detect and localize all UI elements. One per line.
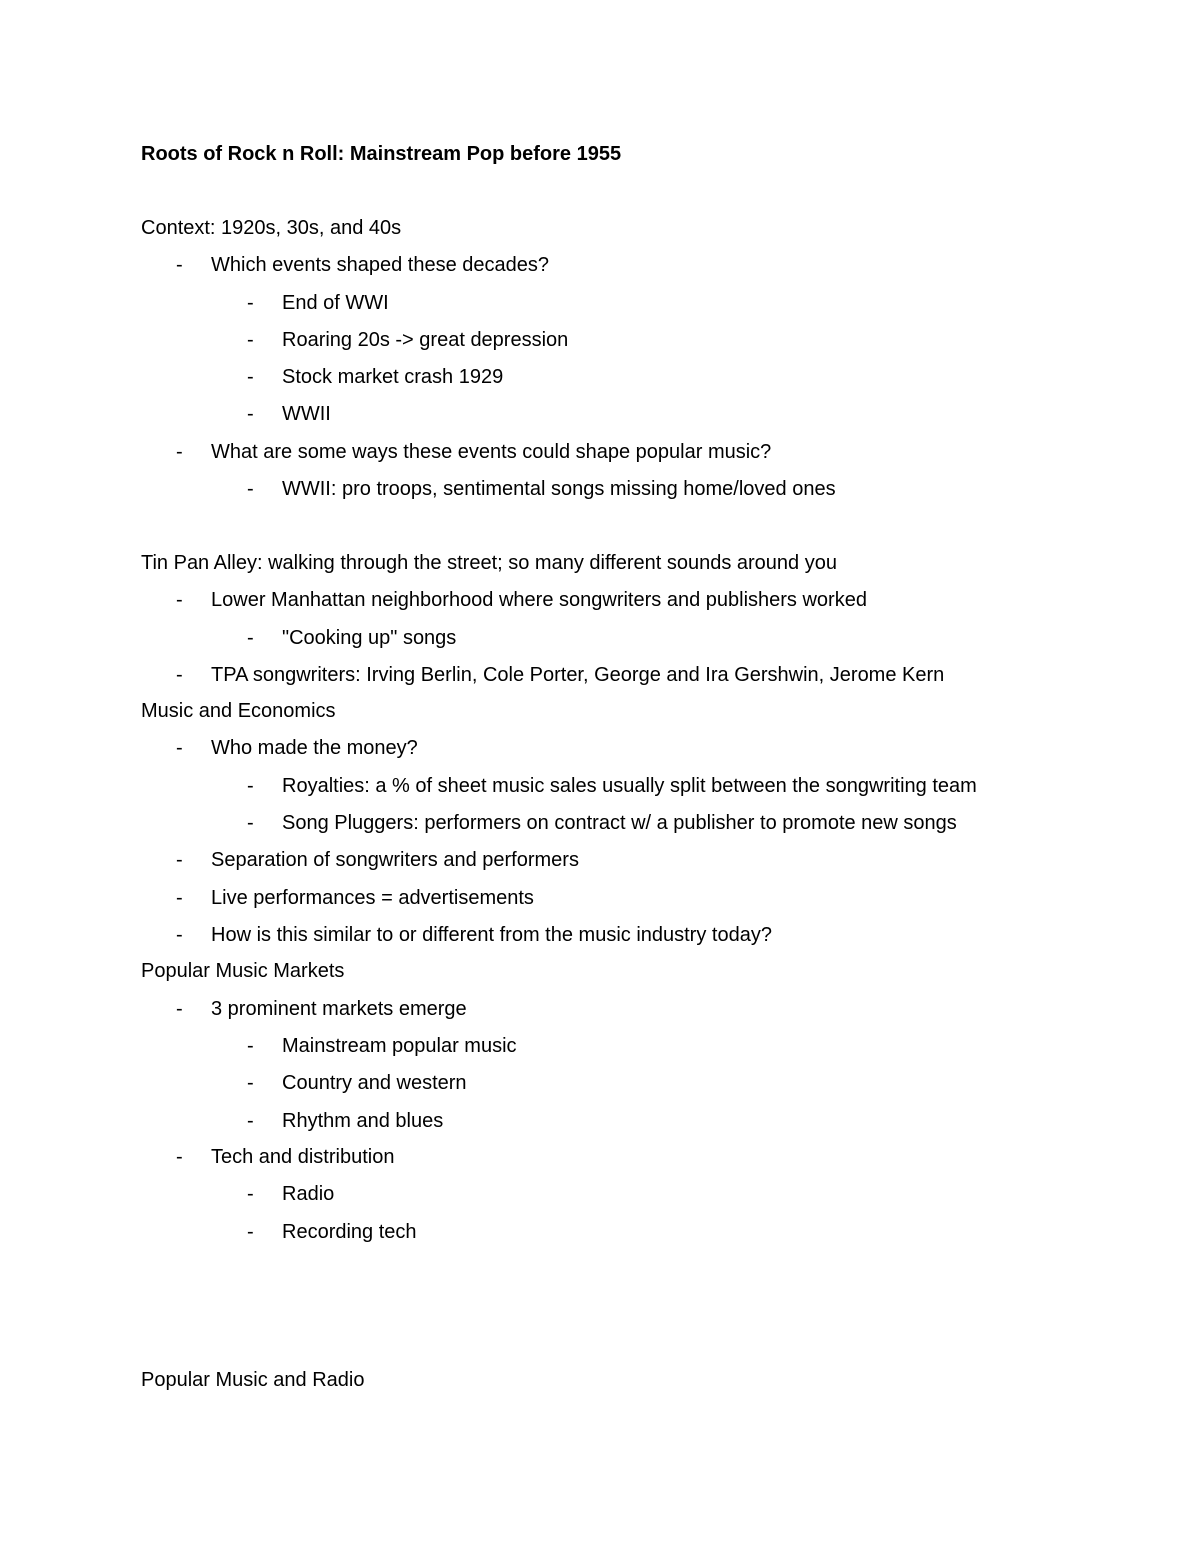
list-item xyxy=(247,1109,443,1133)
line-text: WWII: pro troops, sentimental songs missing home/loved ones xyxy=(282,478,836,500)
line-text: "Cooking up" songs xyxy=(282,627,457,649)
line-text: What are some ways these events could shape popular music? xyxy=(211,441,772,463)
section-heading-context xyxy=(141,216,401,240)
bullet-dash: - xyxy=(176,664,183,686)
list-item xyxy=(176,588,867,612)
list-item xyxy=(247,1182,334,1206)
bullet-dash: - xyxy=(176,254,183,276)
list-item xyxy=(176,736,418,760)
line-text: Country and western xyxy=(282,1072,467,1094)
bullet-dash: - xyxy=(247,329,254,351)
bullet-dash: - xyxy=(176,849,183,871)
list-item xyxy=(176,1145,394,1169)
bullet-dash: - xyxy=(247,1072,254,1094)
list-item xyxy=(247,1034,517,1058)
line-text: WWII xyxy=(282,403,331,425)
line-text: Radio xyxy=(282,1183,335,1205)
list-item xyxy=(176,923,772,947)
line-text: Lower Manhattan neighborhood where songwriters and publishers worked xyxy=(211,589,867,611)
bullet-dash: - xyxy=(176,998,183,1020)
line-text: 3 prominent markets emerge xyxy=(211,998,467,1020)
line-text: Which events shaped these decades? xyxy=(211,254,549,276)
bullet-dash: - xyxy=(247,775,254,797)
bullet-dash: - xyxy=(176,924,183,946)
line-text: TPA songwriters: Irving Berlin, Cole Porter, George and Ira Gershwin, Jerome Kern xyxy=(211,664,945,686)
bullet-dash: - xyxy=(247,1035,254,1057)
list-item xyxy=(176,253,549,277)
bullet-dash: - xyxy=(176,737,183,759)
line-text: How is this similar to or different from the music industry today? xyxy=(211,924,772,946)
bullet-dash: - xyxy=(247,1183,254,1205)
bullet-dash: - xyxy=(247,812,254,834)
line-text: Recording tech xyxy=(282,1221,417,1243)
bullet-dash: - xyxy=(176,1146,183,1168)
list-item xyxy=(247,402,331,426)
bullet-dash: - xyxy=(247,1110,254,1132)
bullet-dash: - xyxy=(247,1221,254,1243)
list-item xyxy=(247,626,456,650)
bullet-dash: - xyxy=(247,403,254,425)
list-item xyxy=(247,1071,467,1095)
list-item xyxy=(176,663,944,687)
line-text: Rhythm and blues xyxy=(282,1110,444,1132)
bullet-dash: - xyxy=(247,292,254,314)
line-text: Live performances = advertisements xyxy=(211,887,534,909)
list-item xyxy=(247,365,503,389)
bullet-dash: - xyxy=(247,366,254,388)
section-heading-popular-music-markets xyxy=(141,959,344,983)
list-item xyxy=(176,886,534,910)
bullet-dash: - xyxy=(176,887,183,909)
bullet-dash: - xyxy=(247,627,254,649)
line-text: Separation of songwriters and performers xyxy=(211,849,579,871)
line-text: Stock market crash 1929 xyxy=(282,366,504,388)
section-heading-popular-music-radio xyxy=(141,1368,364,1392)
line-text: Tin Pan Alley: walking through the street; so many different sounds around you xyxy=(141,552,837,574)
list-item xyxy=(247,291,389,315)
line-text: End of WWI xyxy=(282,292,389,314)
list-item xyxy=(176,848,579,872)
line-text: Popular Music and Radio xyxy=(141,1369,365,1391)
bullet-dash: - xyxy=(247,478,254,500)
line-text: Roaring 20s -> great depression xyxy=(282,329,569,351)
line-text: Popular Music Markets xyxy=(141,960,345,982)
section-heading-music-economics xyxy=(141,699,336,723)
list-item xyxy=(176,440,771,464)
bullet-dash: - xyxy=(176,589,183,611)
list-item xyxy=(247,328,568,352)
bullet-dash: - xyxy=(176,441,183,463)
line-text: Context: 1920s, 30s, and 40s xyxy=(141,217,402,239)
line-text: Music and Economics xyxy=(141,700,336,722)
list-item xyxy=(176,997,467,1021)
list-item xyxy=(247,1220,417,1244)
section-heading-tin-pan-alley xyxy=(141,551,837,575)
line-text: Who made the money? xyxy=(211,737,418,759)
document-title: Roots of Rock n Roll: Mainstream Pop before 1955 xyxy=(141,143,622,165)
line-text: Tech and distribution xyxy=(211,1146,395,1168)
line-text: Royalties: a % of sheet music sales usually split between the songwriting team xyxy=(282,775,977,797)
line-text: Mainstream popular music xyxy=(282,1035,517,1057)
list-item xyxy=(247,811,957,835)
list-item xyxy=(247,774,977,798)
line-text: Song Pluggers: performers on contract w/ a publisher to promote new songs xyxy=(282,812,957,834)
list-item xyxy=(247,477,836,501)
